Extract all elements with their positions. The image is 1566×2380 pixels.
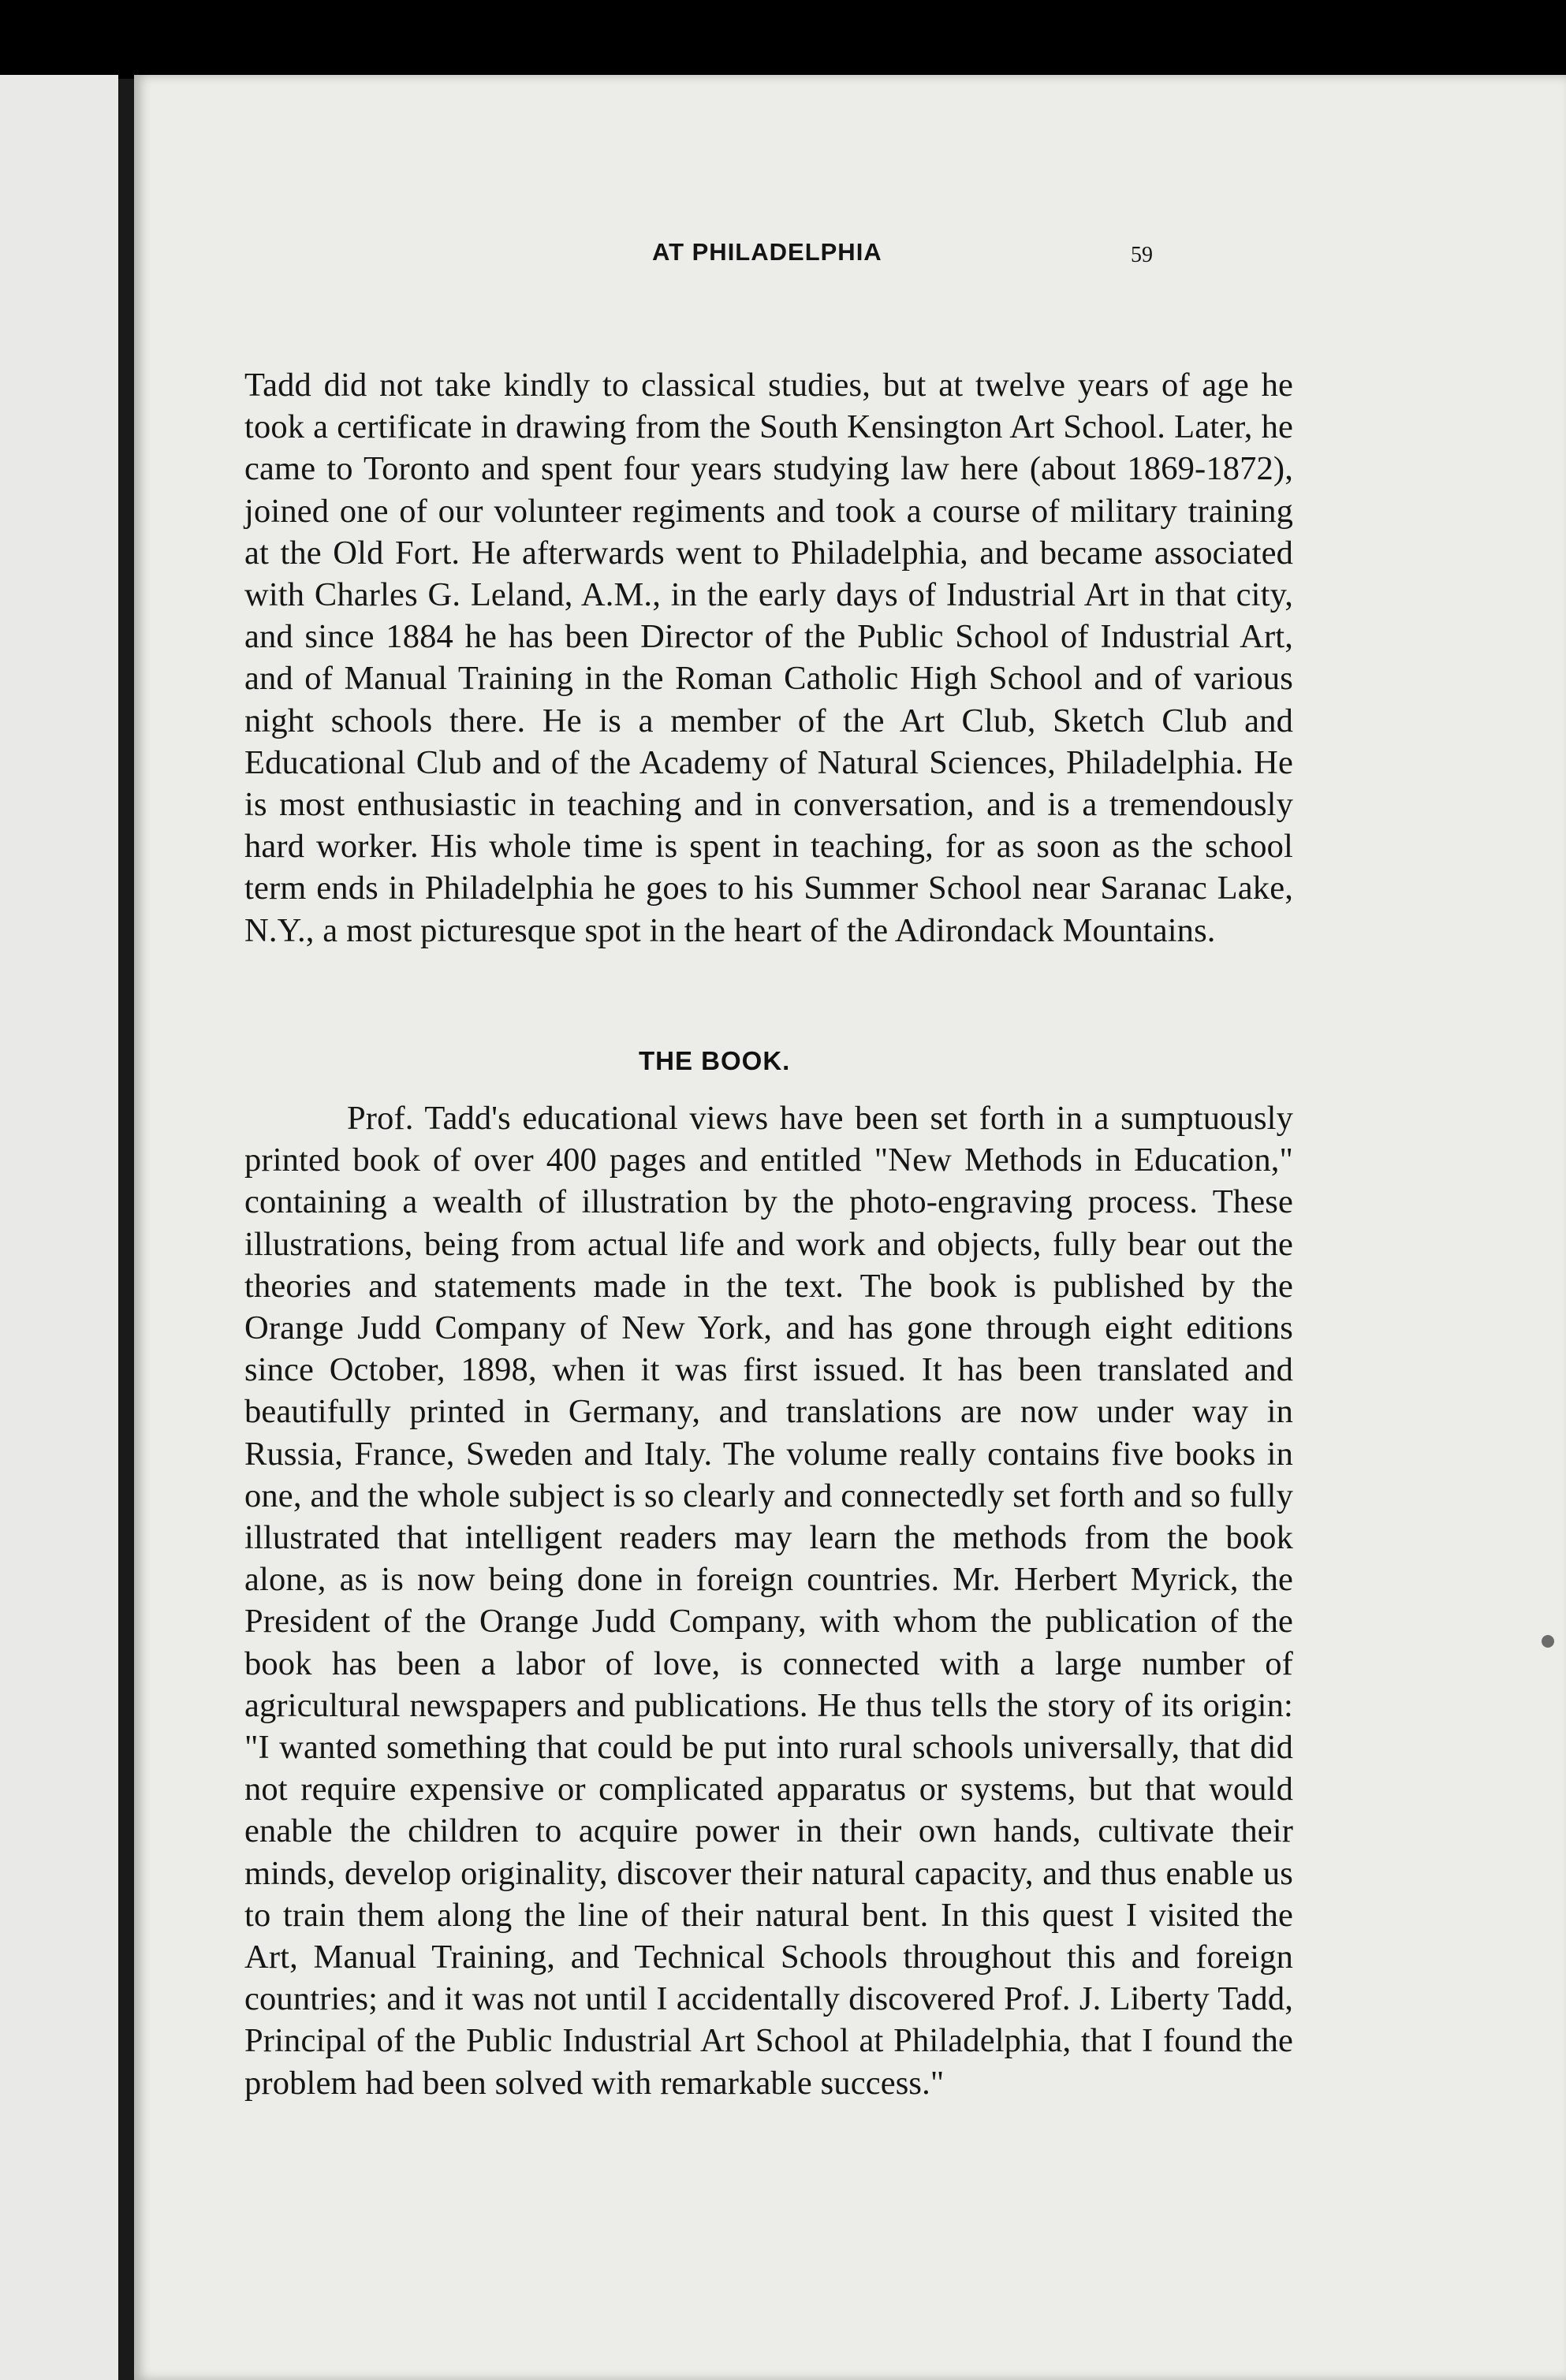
running-title: AT PHILADELPHIA [652,238,882,266]
body-paragraph-2: Prof. Tadd's educational views have been set forth in a sumptuously printed book of over 400 pages and entitled "New Methods in Education," containing a wealth of illustration by the photo-engraving process. These illustrations, being from actual life and work and objects, fully bear out the theories and statements made in the text. The book is published by the Orange Judd Company of New York, and has gone through eight editions since October, 1898, when it was first issued. It has been translated and beautifully printed in Germany, and translations are now under way in Russia, France, Sweden and Italy. The volume really contains five books in one, and the whole subject is so clearly and connectedly set forth and so fully illustrated that intelligent readers may learn the methods from the book alone, as is now being done in foreign countries. Mr. Herbert Myrick, the President of the Orange Judd Company, with whom the publication of the book has been a labor of love, is connected with a large number of agricultural newspapers and publications. He thus tells the story of its origin: "I wanted something that could be put into rural schools universally, that did not require expensive or complicated apparatus or systems, but that would enable the children to acquire power in their own hands, cultivate their minds, develop originality, discover their natural capacity, and thus enable us to train them along the line of their natural bent. In this quest I visited the Art, Manual Training, and Technical Schools throughout this and foreign countries; and it was not until I accidentally discovered Prof. J. Liberty Tadd, Principal of the Public Industrial Art School at Philadelphia, that I found the problem had been solved with remarkable success." [244,1100,1293,2102]
running-header [522,229,1153,276]
section-heading: THE BOOK. [639,1046,791,1075]
page-number: 59 [1131,243,1153,267]
page-edge-mark [1542,1635,1554,1648]
body-paragraph-1: Tadd did not take kindly to classical studies, but at twelve years of age he took a certificate in drawing from the South Kensington Art School. Later, he came to Toronto and spent four years studying law here (about 1869-1872), joined one of our volunteer regiments and took a course of military training at the Old Fort. He afterwards went to Philadelphia, and became associated with Charles G. Leland, A.M., in the early days of Industrial Art in that city, and since 1884 he has been Director of the Public School of Industrial Art, and of Manual Training in the Roman Catholic High School and of various night schools there. He is a member of the Art Club, Sketch Club and Educational Club and of the Academy of Natural Sciences, Philadelphia. He is most enthusiastic in teaching and in conversation, and is a tremendously hard worker. His whole time is spent in teaching, for as soon as the school term ends in Philadelphia he goes to his Summer School near Saranac Lake, N.Y., a most picturesque spot in the heart of the Adirondack Mountains. [244,367,1293,949]
facing-page-edge [0,75,118,2380]
book-gutter [118,79,134,2380]
